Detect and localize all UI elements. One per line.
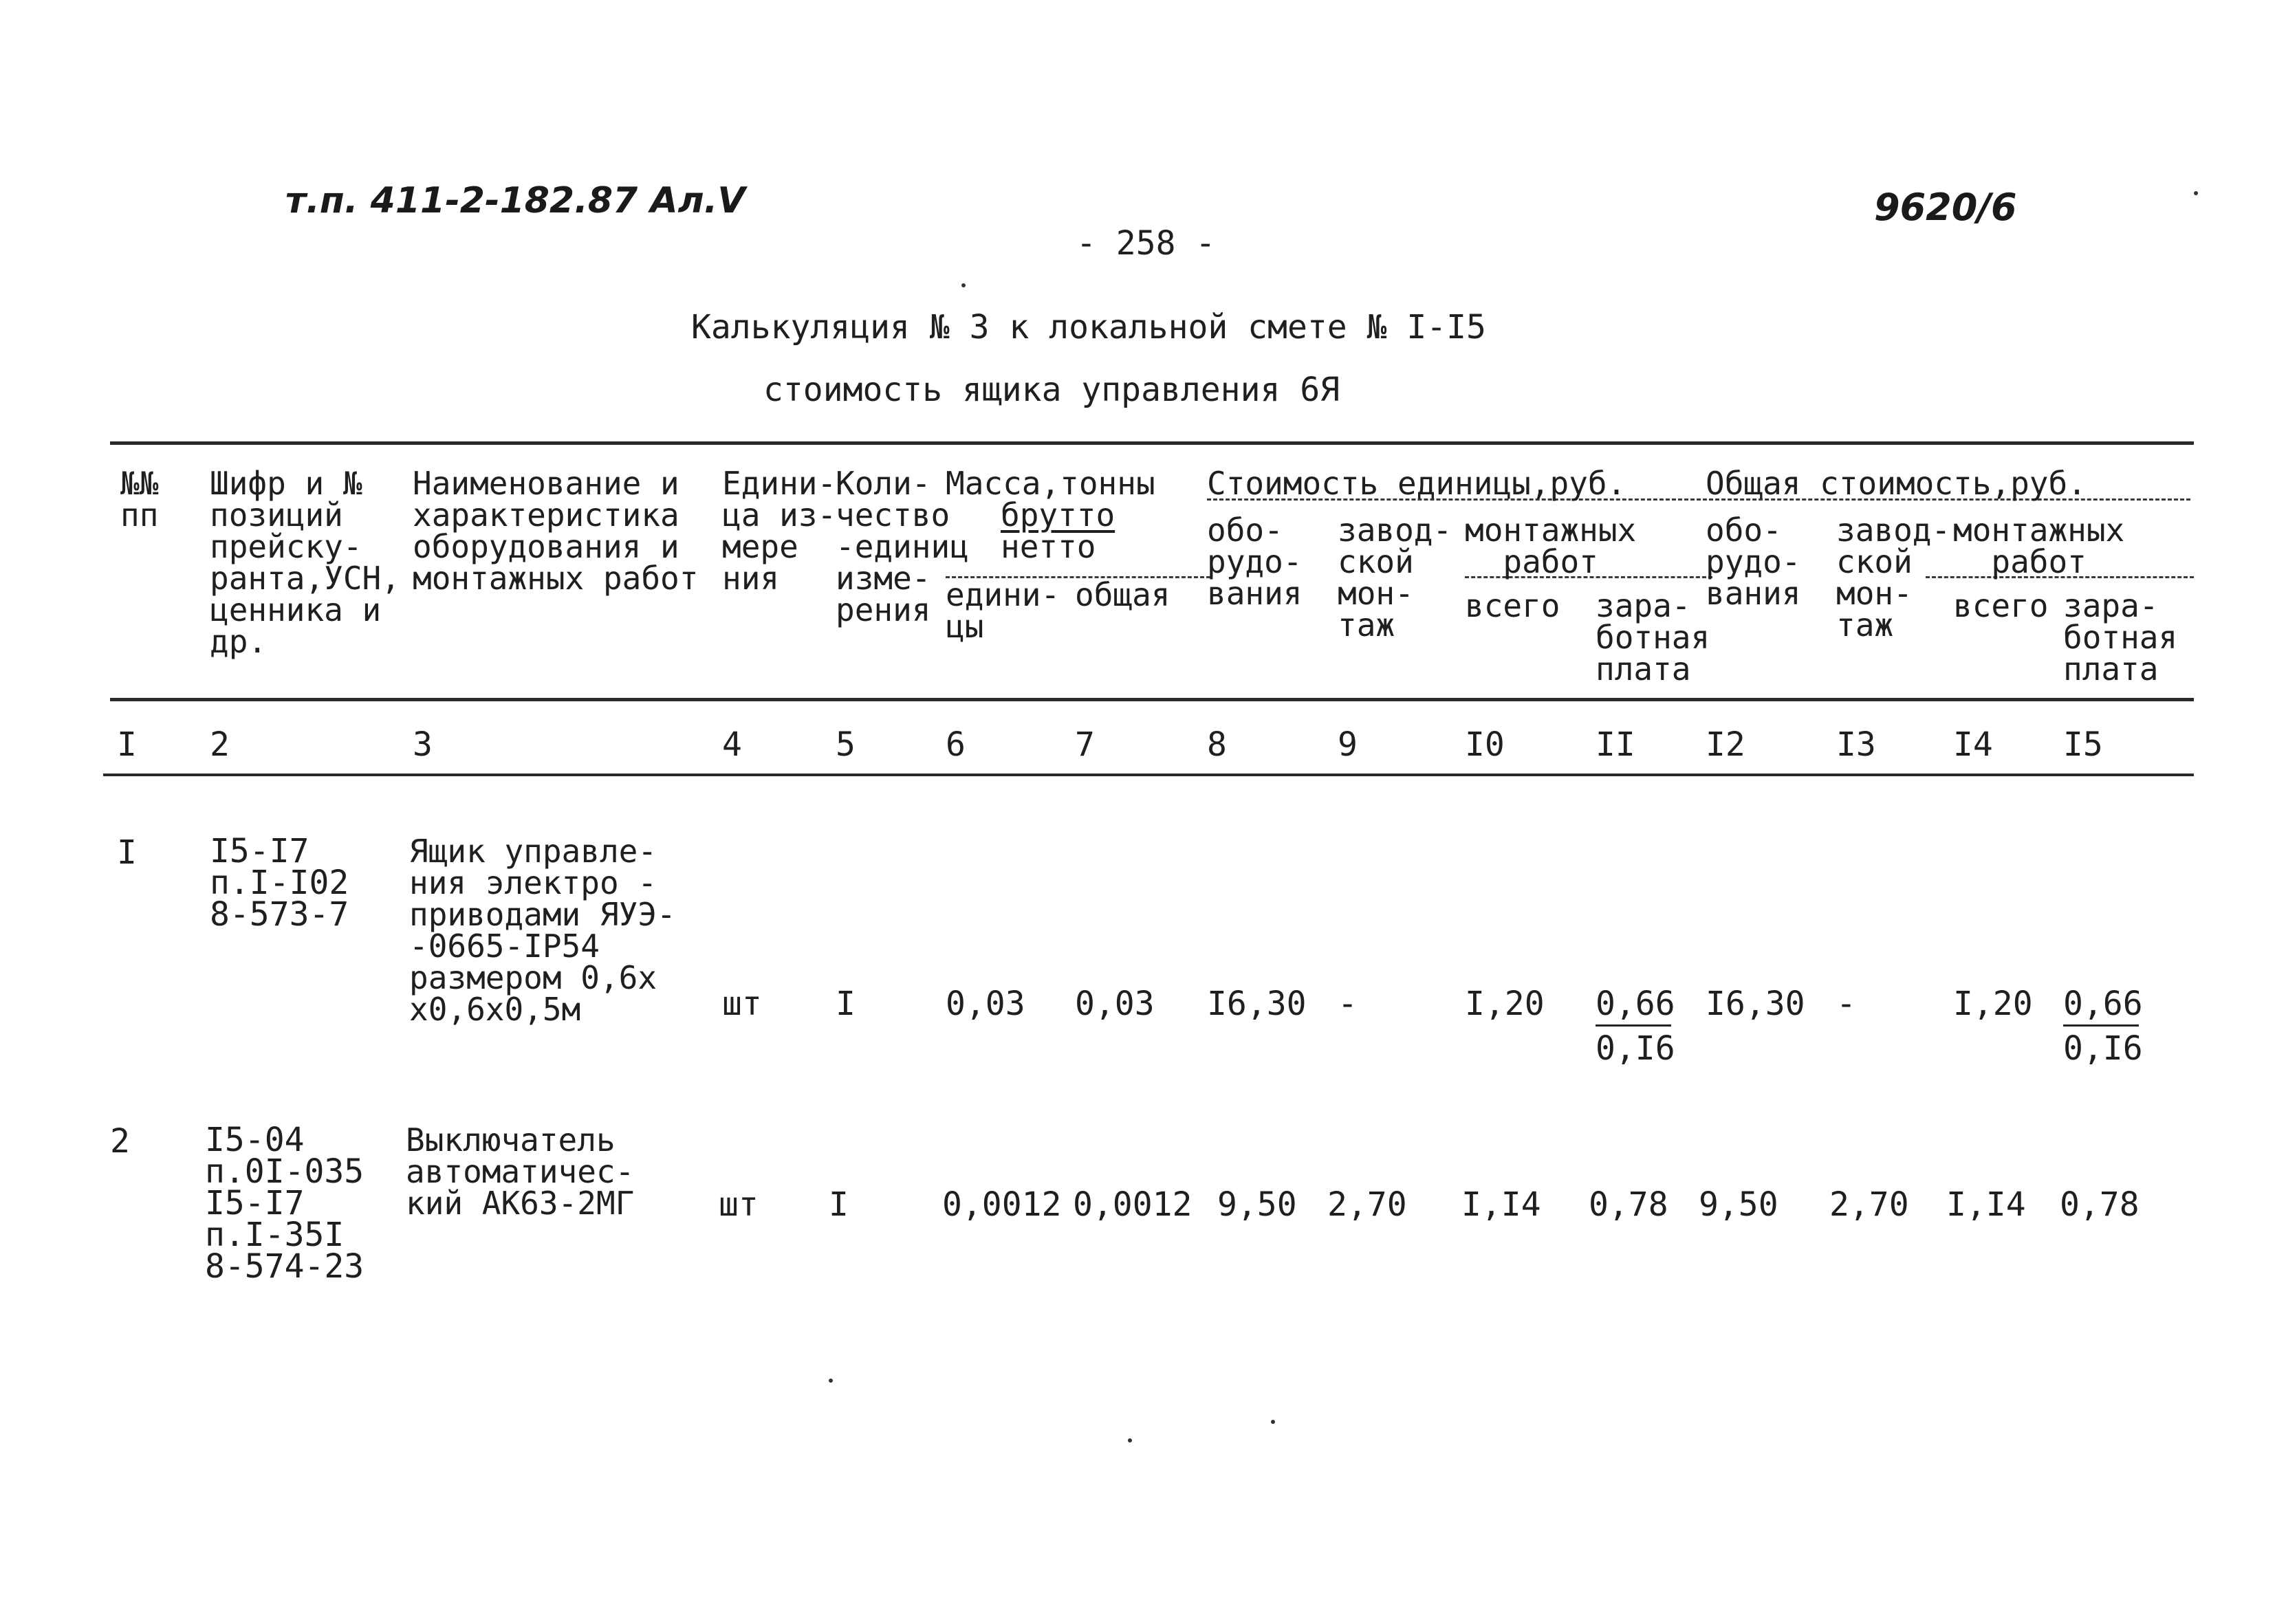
header-total-cost: Общая стоимость,руб. [1706,465,2087,502]
row-total-wage: 0,66 [2063,985,2143,1023]
row-name: Выключатель автоматичес- кий АК63-2МГ [406,1121,635,1222]
header-total-factory: завод- ской мон- таж [1836,512,1951,644]
column-number-rule [103,773,2194,776]
table-top-rule [110,441,2194,445]
header-name: Наименование и характеристика оборудования и монтажных работ [413,465,699,597]
row-unit-wage-sub: 0,I6 [1596,1029,1675,1068]
header-unit-wage: зара- ботная плата [1596,587,1710,688]
header-total-mount-total: всего [1953,587,2049,624]
scan-speck [1128,1438,1132,1442]
row-number: I [117,833,137,872]
column-number: I3 [1836,725,1876,764]
page-number: - 258 - [1076,224,1216,263]
header-unit-cost: Стоимость единицы,руб. [1207,465,1626,502]
column-number: 5 [836,725,856,764]
header-unit-equipment: обо- рудо- вания [1207,512,1303,612]
row-total-factory-cost: - [1836,985,1856,1023]
row-code: I5-04 п.0I-035 I5-I7 п.I-35I 8-574-23 [205,1121,364,1286]
row-unit-mount-total: I,I4 [1461,1185,1541,1224]
header-quantity: Коли- чество -единиц изме- рения [836,465,969,628]
row-total-wage-sub: 0,I6 [2063,1029,2143,1068]
row-unit-mount-total: I,20 [1465,985,1545,1023]
row-mass-unit: 0,03 [946,985,1025,1023]
fraction-line [1596,1024,1671,1027]
column-number: I5 [2063,725,2103,764]
column-number: 2 [210,725,230,764]
row-mass-total: 0,0012 [1073,1185,1193,1224]
column-number: 3 [413,725,433,764]
row-quantity: I [836,985,856,1023]
column-number: II [1596,725,1635,764]
header-total-wage: зара- ботная плата [2063,587,2178,688]
scan-speck [829,1379,833,1383]
column-number: I4 [1953,725,1993,764]
row-unit-wage: 0,66 [1596,985,1675,1023]
header-total-equipment: обо- рудо- вания [1706,512,1801,612]
scan-speck [1271,1420,1275,1424]
header-unit-mounting: монтажных работ [1465,512,1637,580]
scan-speck [2194,191,2198,195]
row-total-equipment-cost: I6,30 [1706,985,1805,1023]
header-total-mounting: монтажных работ [1953,512,2125,580]
row-total-factory-cost: 2,70 [1829,1185,1909,1224]
header-bottom-rule [110,698,2194,701]
row-number: 2 [110,1122,130,1161]
row-total-mount: I,20 [1953,985,2033,1023]
column-number: 8 [1207,725,1227,764]
row-unit: шт [719,1185,759,1224]
row-unit-factory-cost: 2,70 [1327,1185,1407,1224]
column-number: I [117,725,137,764]
fraction-line [2063,1024,2139,1027]
column-number: 7 [1075,725,1095,764]
column-number: 9 [1338,725,1358,764]
row-unit: шт [722,985,762,1023]
document-title: Калькуляция № 3 к локальной смете № I-I5 [691,308,1486,347]
header-row-number: №№ пп [120,465,159,534]
header-code: Шифр и № позиций прейску- ранта,УСН, ценника и др. [210,465,400,660]
header-mass-total: общая [1075,576,1171,613]
row-total-equipment-cost: 9,50 [1699,1185,1778,1224]
column-number: 4 [722,725,742,764]
column-number: I0 [1465,725,1505,764]
archive-code-handwritten: 9620/6 [1874,186,2017,229]
row-total-wage: 0,78 [2060,1185,2140,1224]
column-number: I2 [1706,725,1745,764]
row-unit-equipment-cost: I6,30 [1207,985,1307,1023]
row-unit-factory-cost: - [1338,985,1358,1023]
scan-speck [961,283,966,287]
row-total-mount: I,I4 [1946,1185,2026,1224]
row-mass-unit: 0,0012 [942,1185,1062,1224]
row-code: I5-I7 п.I-I02 8-573-7 [210,832,349,934]
row-quantity: I [829,1185,849,1224]
row-name: Ящик управле- ния электро - приводами ЯУЭ- -0665-IP54 размером 0,6х х0,6х0,5м [409,833,676,1028]
header-mass-unit: едини- цы [946,576,1060,645]
row-unit-wage: 0,78 [1589,1185,1668,1224]
document-subtitle: стоимость ящика управления 6Я [763,371,1340,409]
header-mass: Масса,тонны [946,465,1155,502]
document-reference-handwritten: т.п. 411-2-182.87 Ал.V [285,180,745,221]
header-brutto: брутто [1001,496,1115,534]
header-unit-mount-total: всего [1465,587,1560,624]
header-unit: Едини- ца из- мере ния [722,465,837,597]
header-unit-factory: завод- ской мон- таж [1338,512,1452,644]
header-netto: нетто [1001,528,1096,565]
row-mass-total: 0,03 [1075,985,1155,1023]
row-unit-equipment-cost: 9,50 [1217,1185,1297,1224]
column-number: 6 [946,725,966,764]
